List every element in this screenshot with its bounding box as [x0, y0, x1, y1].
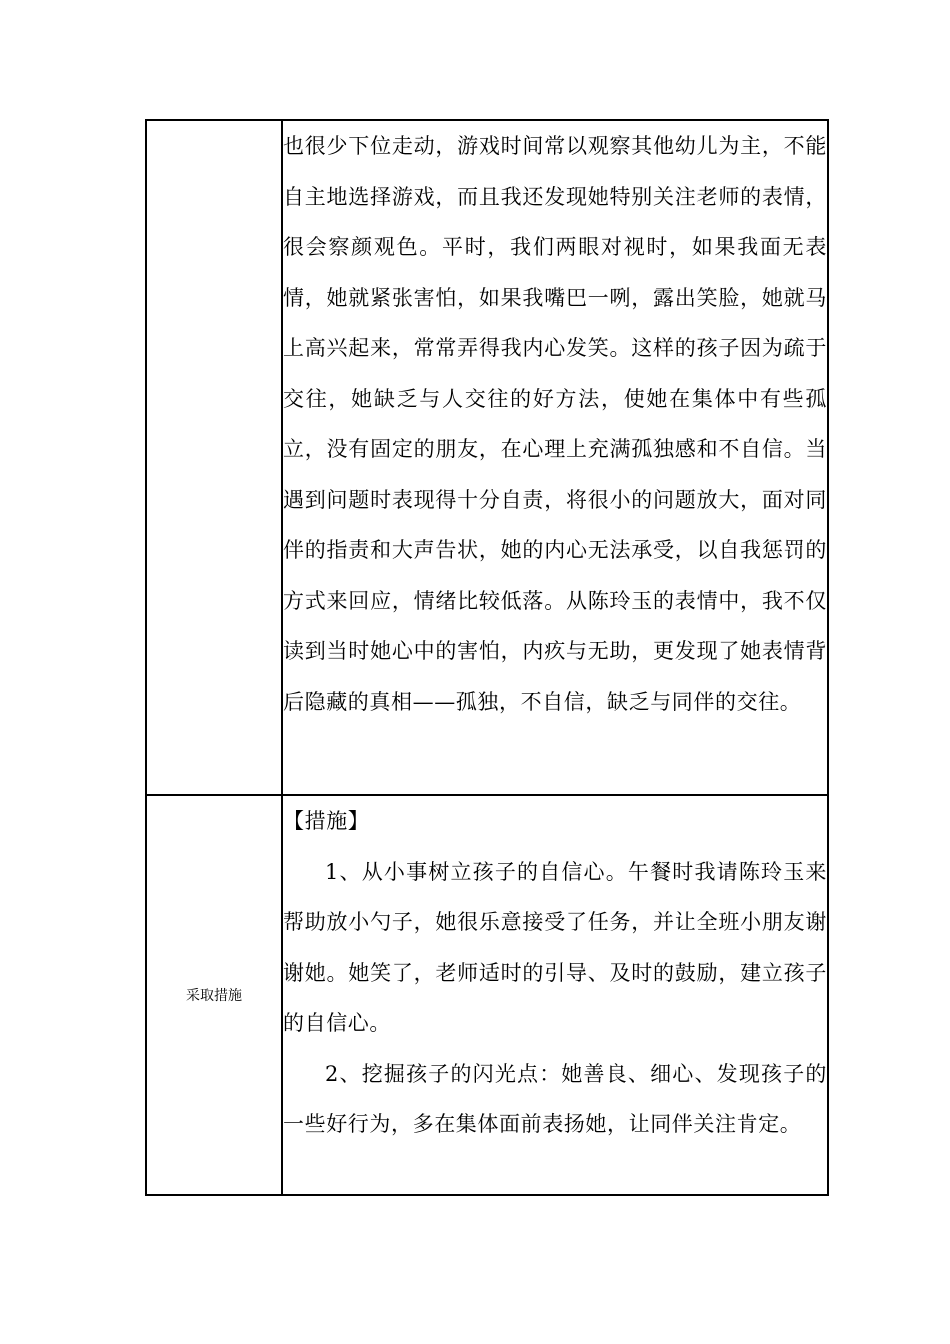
measures-heading: 【措施】: [283, 809, 370, 833]
measures-content-cell: [282, 795, 828, 1195]
row-label-cell: [146, 120, 282, 795]
background-content-cell: [282, 120, 828, 795]
measures-label-cell: [146, 795, 282, 1195]
table-row-background: [146, 120, 828, 795]
measure-item-2: 2、挖掘孩子的闪光点：她善良、细心、发现孩子的一些好行为，多在集体面前表扬她，让同伴关注肯定。: [283, 1061, 827, 1136]
measures-label: 采取措施: [186, 988, 242, 1004]
background-paragraph: 也很少下位走动，游戏时间常以观察其他幼儿为主，不能自主地选择游戏，而且我还发现她特别关注老师的表情，很会察颜观色。平时，我们两眼对视时，如果我面无表情，她就紧张害怕，如果我嘴巴一咧，露出笑脸，她就马上高兴起来，常常弄得我内心发笑。这样的孩子因为疏于交往，她缺乏与人交往的好方法，使她在集体中有些孤立，没有固定的朋友，在心理上充满孤独感和不自信。当遇到问题时表现得十分自责，将很小的问题放大，面对同伴的指责和大声告状，她的内心无法承受，以自我惩罚的方式来回应，情绪比较低落。从陈玲玉的表情中，我不仅读到当时她心中的害怕，内疚与无助，更发现了她表情背后隐藏的真相——孤独，不自信，缺乏与同伴的交往。: [283, 134, 827, 714]
table-row-measures: [146, 795, 828, 1195]
measure-item-1: 1、从小事树立孩子的自信心。午餐时我请陈玲玉来帮助放小勺子，她很乐意接受了任务，并让全班小朋友谢谢她。她笑了，老师适时的引导、及时的鼓励，建立孩子的自信心。: [283, 859, 827, 1035]
case-table: [145, 119, 829, 1196]
